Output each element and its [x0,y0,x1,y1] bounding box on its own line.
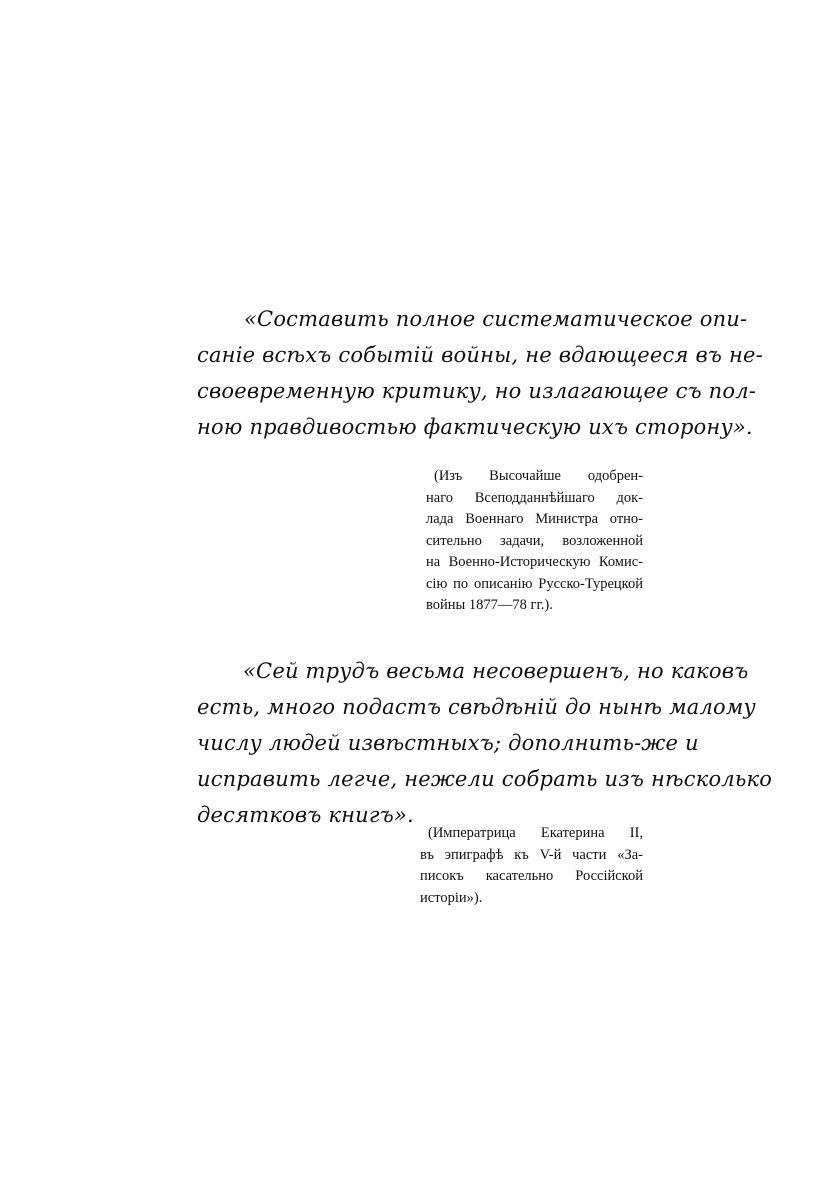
epigraph-1-line: «Составить полное систематическое опи- [244,307,748,331]
source-1-line: наго Всеподданнѣйшаго док- [426,489,643,506]
epigraph-2-line: десятковъ книгъ». [197,803,414,827]
source-2-line: (Императрица Екатерина II, [428,825,643,841]
epigraph-1-line: саніе всѣхъ событій войны, не вдающееся въ не- [197,343,763,367]
epigraph-2-line: числу людей извѣстныхъ; дополнить-же и [197,731,699,755]
epigraph-2-line: есть, много подастъ свѣдѣній до нынѣ малому [197,695,756,719]
epigraph-2-line: исправить легче, нежели собрать изъ нѣсколько [197,767,773,791]
epigraph-1-line: ною правдивостью фактическую ихъ сторону». [197,415,753,439]
epigraph-1-line: своевременную критику, но излагающее съ пол- [197,379,757,403]
epigraph-2-line: «Сей трудъ весьма несовершенъ, но каковъ [243,659,749,683]
source-1-line: сительно задачи, возложенной [426,532,643,549]
source-1-line: лада Военнаго Министра отно- [426,511,643,527]
epigraph-quote-2 [197,653,773,833]
epigraph-source-1 [426,466,643,617]
source-2-line: писокъ касательно Россійской [420,868,643,884]
source-1-line: на Военно-Историческую Комис- [426,554,643,570]
epigraph-quote-1 [197,301,763,445]
source-1-line: войны 1877—78 гг.). [426,597,553,613]
source-1-line: (Изъ Высочайше одобрен- [434,468,643,484]
source-2-line: въ эпиграфѣ къ V-й части «За- [420,846,643,863]
epigraph-source-2 [420,823,643,909]
source-1-line: сію по описанію Русско-Турецкой [426,575,643,592]
source-2-line: исторіи»). [420,889,483,906]
